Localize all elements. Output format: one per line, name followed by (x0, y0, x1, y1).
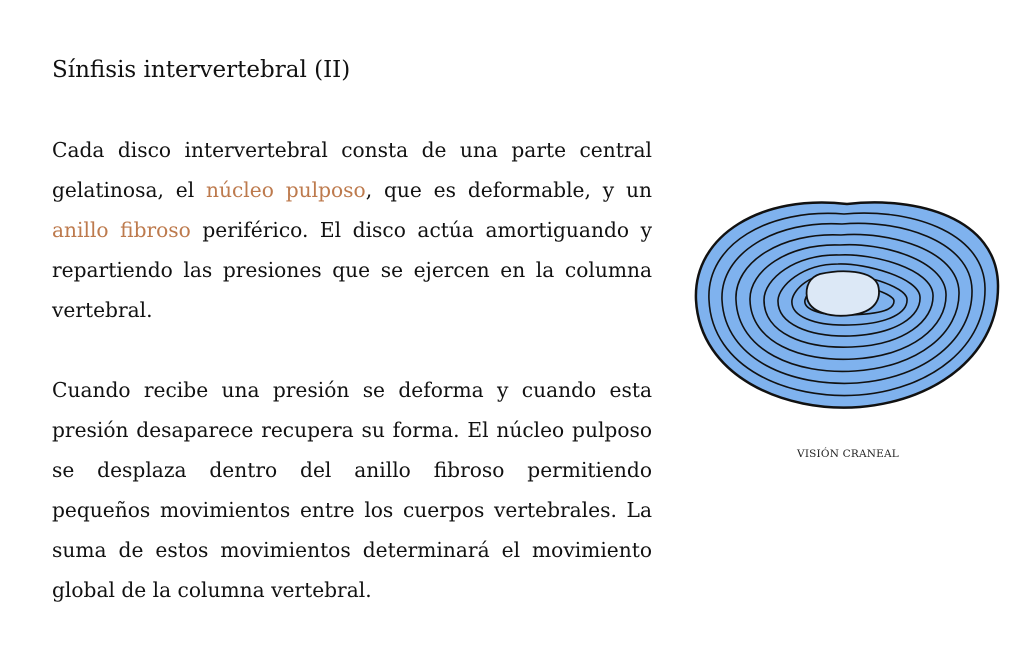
page-title: Sínfisis intervertebral (II) (52, 57, 351, 83)
paragraph-1-text-a: Cada disco intervertebral consta de una parte central gelatinosa, el (52, 138, 652, 202)
paragraph-2: Cuando recibe una presión se deforma y cuando esta presión desaparece recupera su forma. El núcleo pulposo se desplaza dentro del anillo fibroso permitiendo pequeños movimientos entre los cuerpos vertebrales. La suma de estos movimientos determinará el movimiento global de la columna vertebral. (52, 378, 652, 602)
term-nucleo-pulposo: núcleo pulposo (206, 178, 366, 202)
paragraph-1 (52, 130, 652, 330)
paragraph-1-text-c: periférico. El disco actúa amortiguando y repartiendo las presiones que se ejercen en la columna vertebral. (52, 218, 652, 322)
figure-caption: VISIÓN CRANEAL (797, 448, 899, 460)
nucleus-pulposus (807, 271, 879, 315)
intervertebral-disc-figure (692, 190, 1002, 410)
intervertebral-disc-illustration (692, 190, 1002, 410)
term-anillo-fibroso: anillo fibroso (52, 218, 191, 242)
paragraph-1-text-b: , que es deformable, y un (365, 178, 652, 202)
